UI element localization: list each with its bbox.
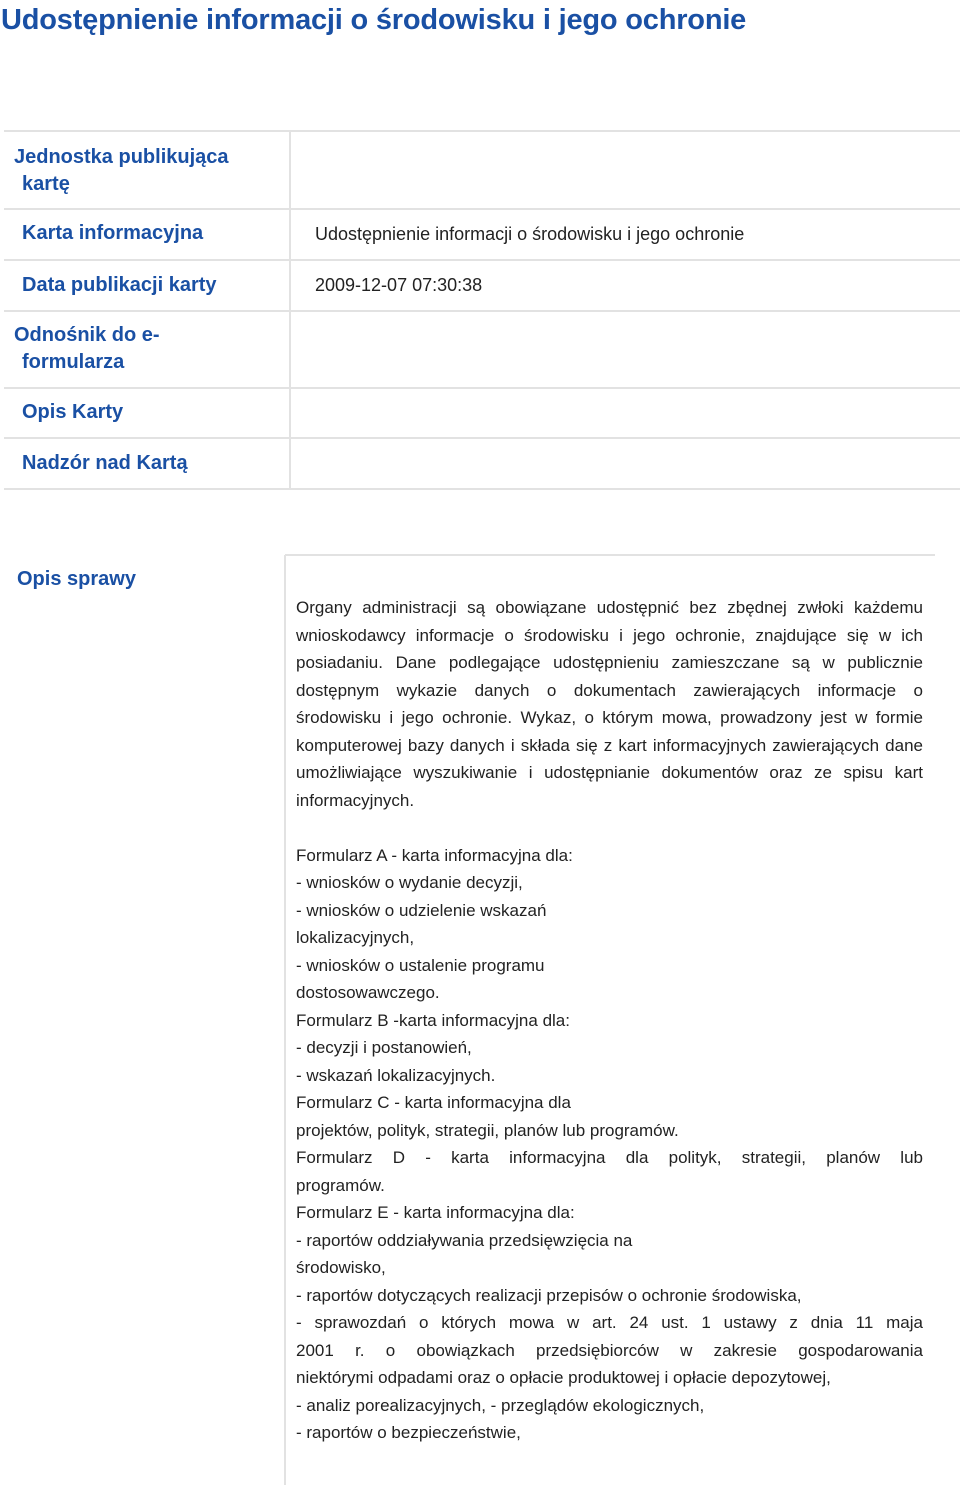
table-column-divider bbox=[289, 130, 291, 490]
list-item: - wniosków o udzielenie wskazań bbox=[296, 900, 547, 920]
list-item: dostosowawczego. bbox=[296, 983, 440, 1002]
list-item: niektórymi odpadami oraz o opłacie produktowej i opłacie depozytowej, bbox=[296, 1368, 831, 1387]
list-item: lokalizacyjnych, bbox=[296, 928, 415, 947]
table-divider bbox=[4, 208, 960, 210]
list-item: - analiz porealizacyjnych, - przeglądów ekologicznych, bbox=[296, 1395, 705, 1415]
form-b-list bbox=[296, 1034, 923, 1089]
info-label-eform: Odnośnik do e-formularza bbox=[14, 324, 160, 373]
list-item: - wskazań lokalizacyjnych. bbox=[296, 1065, 496, 1085]
section-column-divider bbox=[284, 555, 286, 1485]
form-e-list bbox=[296, 1227, 923, 1447]
table-divider bbox=[4, 437, 960, 439]
form-b-heading: Formularz B -karta informacyjna dla: bbox=[296, 1010, 570, 1030]
list-item: środowisko, bbox=[296, 1258, 386, 1277]
list-item: - sprawozdań o których mowa w art. 24 ust. 1 ustawy z dnia 11 maja bbox=[296, 1313, 923, 1332]
info-label-supervision: Nadzór nad Kartą bbox=[22, 452, 188, 474]
list-item: projektów, polityk, strategii, planów lub programów. bbox=[296, 1120, 679, 1140]
list-item: - wniosków o ustalenie programu bbox=[296, 955, 545, 975]
table-divider bbox=[4, 310, 960, 312]
table-divider bbox=[4, 387, 960, 389]
form-e-heading: Formularz E - karta informacyjna dla: bbox=[296, 1203, 575, 1222]
section-divider bbox=[285, 554, 935, 556]
info-label-publisher: Jednostka publikująca kartę bbox=[14, 146, 229, 195]
description-intro: Organy administracji są obowiązane udostępnić bez zbędnej zwłoki każdemu wnioskodawcy informacje o środowisku i jego ochronie, znajdujące się w ich posiadaniu. Dane podlegające udostępnieniu zamieszczane są w publicznie dostępnym wykazie danych o dokumentach zawierających informacje o środowisku i jego ochronie. Wykaz, o którym mowa, prowadzony jest w formie komputerowej bazy danych i składa się z kart informacyjnych zawierających dane umożliwiające wyszukiwanie i udostępnianie dokumentów oraz ze spisu kart informacyjnych. bbox=[296, 598, 923, 810]
table-divider bbox=[4, 488, 960, 490]
list-item: - decyzji i postanowień, bbox=[296, 1038, 472, 1057]
list-item: programów. bbox=[296, 1175, 385, 1195]
list-item: - raportów dotyczących realizacji przepisów o ochronie środowiska, bbox=[296, 1285, 802, 1305]
info-value-card: Udostępnienie informacji o środowisku i jego ochronie bbox=[315, 224, 745, 244]
list-item: 2001 r. o obowiązkach przedsiębiorców w zakresie gospodarowania bbox=[296, 1340, 923, 1360]
page-title: Udostępnienie informacji o środowisku i jego ochronie bbox=[1, 4, 747, 36]
paragraph-spacer bbox=[296, 814, 923, 842]
table-divider bbox=[4, 259, 960, 261]
table-divider bbox=[4, 130, 960, 132]
info-label-card: Karta informacyjna bbox=[22, 222, 204, 244]
form-d-heading: Formularz D - karta informacyjna dla polityk, strategii, planów lub bbox=[296, 1148, 923, 1167]
info-label-card-description: Opis Karty bbox=[22, 401, 124, 423]
list-item: - raportów oddziaływania przedsięwzięcia na bbox=[296, 1230, 633, 1250]
list-item: - raportów o bezpieczeństwie, bbox=[296, 1423, 521, 1442]
list-item: - wniosków o wydanie decyzji, bbox=[296, 873, 523, 892]
description-label: Opis sprawy bbox=[17, 568, 136, 590]
info-value-date: 2009-12-07 07:30:38 bbox=[315, 275, 483, 295]
form-a-heading: Formularz A - karta informacyjna dla: bbox=[296, 845, 573, 865]
form-a-list bbox=[296, 869, 923, 1007]
form-c-heading: Formularz C - karta informacyjna dla bbox=[296, 1093, 571, 1112]
info-label-date: Data publikacji karty bbox=[22, 274, 217, 296]
description-body bbox=[296, 594, 923, 1447]
form-d-list bbox=[296, 1172, 923, 1200]
form-c-list bbox=[296, 1117, 923, 1145]
